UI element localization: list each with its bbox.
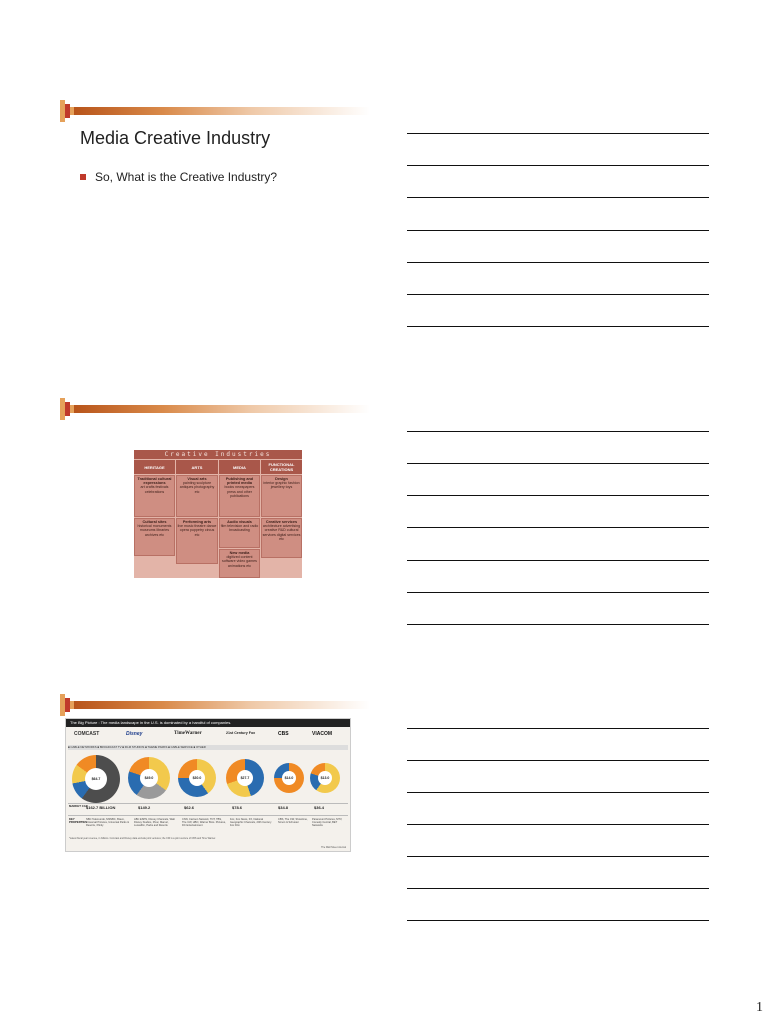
creative-industries-figure xyxy=(134,450,302,578)
viacom-logo: VIACOM xyxy=(312,731,332,737)
company-properties: Fox, Fox News, FX, National Geographic Channels, 20th Century Fox Film xyxy=(230,818,272,827)
figure-title: Creative Industries xyxy=(134,450,302,459)
market-cap-value: $162.7 BILLION xyxy=(86,805,116,810)
disney-revenue-donut: $49.0 xyxy=(128,757,170,799)
comcast-logo: COMCAST xyxy=(74,731,100,737)
company-properties: NBC Telemundo, MSNBC, Bravo, Universal Pictures, Universal Parks & Resorts, Xfinity xyxy=(86,818,129,827)
column-header: HERITAGE xyxy=(134,460,175,474)
market-cap-value: $62.6 xyxy=(184,805,195,810)
category-cell: Creative services architecture advertising creative R&D cultural services digital services etc xyxy=(261,518,302,558)
column-header: FUNCTIONAL CREATIONS xyxy=(261,460,302,474)
infographic-title: The Big Picture : The media landscape in the U.S. is dominated by a handful of companies. xyxy=(66,719,350,727)
category-cell: Performing arts live music theatre dance opera puppetry circus etc xyxy=(176,518,218,564)
key-properties-label: KEY PROPERTIES xyxy=(69,817,88,824)
fox-logo: 21st Century Fox xyxy=(226,731,256,735)
column-header: ARTS xyxy=(176,460,218,474)
comcast-revenue-donut: $64.7 xyxy=(72,755,120,803)
slide-header-decoration xyxy=(60,398,370,420)
fox-revenue-donut: $27.7 xyxy=(226,759,264,797)
slide-header-decoration xyxy=(60,100,370,122)
market-cap-value: $34.8 xyxy=(278,805,289,810)
category-cell: Design interior graphic fashion jewellery toys xyxy=(261,475,302,517)
category-cell: Cultural sites historical monuments museums libraries archives etc xyxy=(134,518,175,556)
company-properties: CNN, Cartoon Network, TNT, TBS, The CW, HBO, Warner Bros. Pictures, DC Entertainment xyxy=(182,818,226,827)
timewarner-revenue-donut: $30.0 xyxy=(178,759,216,797)
market-cap-value: $149.2 xyxy=(138,805,151,810)
market-cap-value: $36.4 xyxy=(314,805,325,810)
bullet-item: So, What is the Creative Industry? xyxy=(80,170,277,184)
media-landscape-infographic xyxy=(65,718,351,852)
cbs-revenue-donut: $14.0 xyxy=(274,763,304,793)
company-properties: CBS, The CW, Showtime, Simon & Schuster xyxy=(278,818,308,824)
company-properties: Paramount Pictures, MTV, Comedy Central, BET Networks xyxy=(312,818,343,827)
cbs-logo: CBS xyxy=(278,731,289,737)
infographic-legend: ■ CABLE NETWORKS ■ BROADCAST TV ■ FILM STUDIOS ■ THEME PARKS ■ CABLE SERVICE ■ OTHER xyxy=(68,745,348,750)
infographic-source: The Wall Street Journal xyxy=(321,846,346,849)
disney-logo: Disney xyxy=(126,731,143,737)
market-cap-label: MARKET CAP xyxy=(69,804,88,808)
category-cell: Publishing and printed media books newspapers press and other publications xyxy=(219,475,260,517)
timewarner-logo: TimeWarner xyxy=(174,731,202,736)
bullet-square-icon xyxy=(80,174,86,180)
slide-title: Media Creative Industry xyxy=(80,128,271,148)
slide-1 xyxy=(60,100,370,200)
page-number: 1 xyxy=(756,1000,763,1015)
viacom-revenue-donut: $13.0 xyxy=(310,763,340,793)
company-properties: ABC ESPN, Disney Channels, Walt Disney Studios, Pixar, Marvel, Lucasfilm, Parks and Resorts xyxy=(134,818,175,827)
category-cell: Visual arts painting sculpture antiques photography etc xyxy=(176,475,218,517)
slide-2 xyxy=(60,398,370,588)
column-header: MEDIA xyxy=(219,460,260,474)
category-cell: Traditional cultural expressions art crafts festivals celebrations xyxy=(134,475,175,517)
slide-3 xyxy=(60,694,370,864)
category-cell: Audio visuals film television and radio broadcasting xyxy=(219,518,260,548)
market-cap-value: $78.6 xyxy=(232,805,243,810)
infographic-footnote: *Latest fiscal year revenue, in billions. Comcast and Disney data exclude joint ventures; the CW is a joint venture of CBS and Time Warner. xyxy=(69,837,216,840)
slide-header-decoration xyxy=(60,694,370,716)
category-cell: New media digitized content software video games animations etc xyxy=(219,549,260,578)
